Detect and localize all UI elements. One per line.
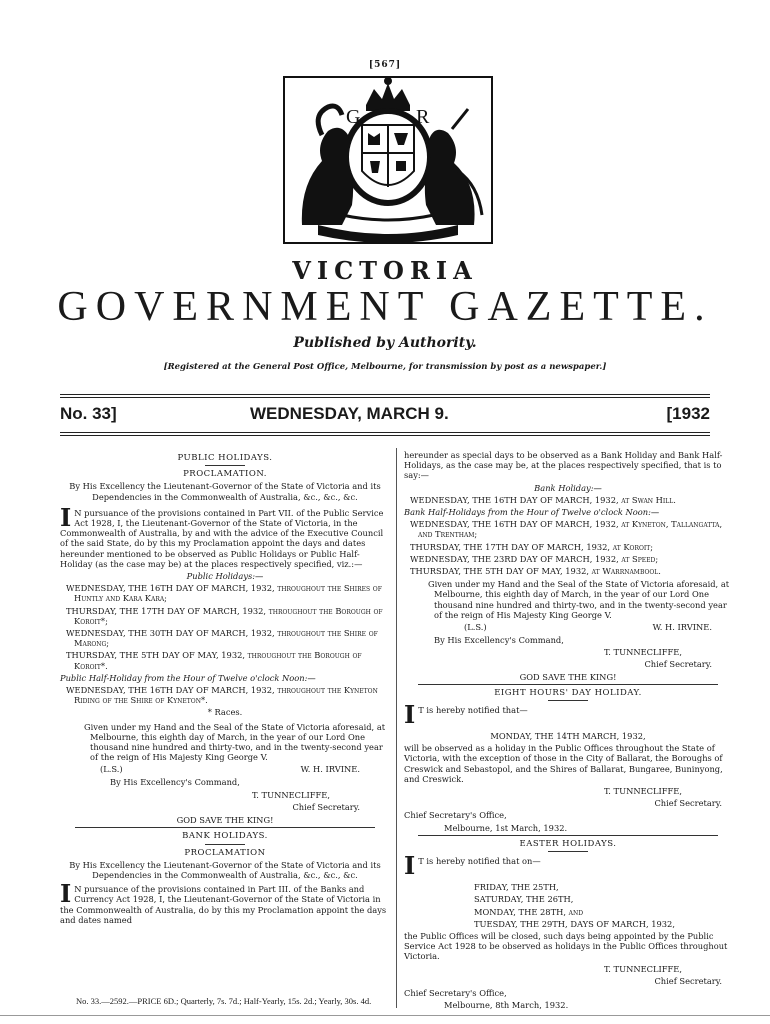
short-rule xyxy=(205,844,245,845)
list-item: THURSDAY, THE 5TH DAY OF MAY, 1932, throughout the Borough of Koroit*. xyxy=(66,650,362,671)
seal-mark: (L.S.) xyxy=(100,764,123,775)
holiday-date: MONDAY, THE 14TH MARCH, 1932, xyxy=(490,731,646,742)
section-heading: PUBLIC HOLIDAYS. xyxy=(177,453,273,463)
list-item: WEDNESDAY, THE 16TH DAY OF MARCH, 1932, at Kyneton, Tallangatta, and Trentham; xyxy=(410,519,723,540)
signer: W. H. IRVINE. xyxy=(652,622,712,633)
list-item: WEDNESDAY, THE 16TH DAY OF MARCH, 1932, throughout the Kyneton Riding of the Shire of Kyneton*. xyxy=(66,685,378,706)
notice-body: will be observed as a holiday in the Public Offices throughout the State of Victoria, with the exception of those in the City of Ballarat, the Boroughs of Creswick and Sebastopol, and the Shires of Ballarat, Bungaree, Buninyong, and Creswick. xyxy=(404,743,723,784)
short-rule xyxy=(548,700,588,701)
by-line: By His Excellency the Lieutenant-Governor of the State of Victoria and its Dependencies in the Commonwealth of Australia, &c., &c., &c. xyxy=(69,859,381,880)
issue-year: [1932 xyxy=(666,404,710,423)
given-paragraph: Given under my Hand and the Seal of the State of Victoria aforesaid, at Melbourne, this eighth day of March, in the year of our Lord One thousand nine hundred and thirty-two, and in the twenty-second year of the reign of His Majesty King George V. xyxy=(428,579,730,620)
section-heading: EASTER HOLIDAYS. xyxy=(519,838,617,849)
drop-cap: I xyxy=(404,851,416,881)
secretary-name: T. TUNNECLIFFE, xyxy=(603,963,682,974)
command-line: By His Excellency's Command, xyxy=(434,635,564,646)
issue-line xyxy=(60,404,710,428)
list-item: WEDNESDAY, THE 23RD DAY OF MARCH, 1932, at Speed; xyxy=(410,553,659,564)
gazette-title: GOVERNMENT GAZETTE. xyxy=(57,284,713,330)
subhead-bank-half-holidays: Bank Half-Holidays from the Hour of Twelve o'clock Noon:— xyxy=(404,507,660,518)
crest-monogram-r: R xyxy=(416,106,430,128)
office-date: Melbourne, 8th March, 1932. xyxy=(444,1000,569,1011)
header-rule-bottom xyxy=(60,432,710,433)
drop-cap: I xyxy=(404,700,416,730)
page-number: [567] xyxy=(368,60,402,70)
signer: W. H. IRVINE. xyxy=(300,764,360,775)
secretary-title: Chief Secretary. xyxy=(654,798,722,809)
god-save-the-king: GOD SAVE THE KING! xyxy=(519,671,617,682)
proclamation-text: N pursuance of the provisions contained in Part VII. of the Public Service Act 1928, I, the Lieutenant-Governor of the State of Victoria, in the Commonwealth of Australia, by and with the advice of the Executive Council of the said State, do by this my Proclamation appoint the days and dates hereunder mentioned to be observed as Public Holidays or Public Half-Holiday (as the case may be) at the places respectively specified, viz.:— xyxy=(60,507,384,569)
list-item: WEDNESDAY, THE 30TH DAY OF MARCH, 1932, throughout the Shire of Marong; xyxy=(66,628,378,649)
continuation-text: hereunder as special days to be observed as a Bank Holiday and Bank Half-Holidays, as the case may be, at the places respectively specified, that is to say:— xyxy=(404,450,723,481)
secretary-name: T. TUNNECLIFFE, xyxy=(251,789,330,800)
list-item: WEDNESDAY, THE 16TH DAY OF MARCH, 1932, throughout the Shires of Huntly and Kara Kara; xyxy=(66,583,382,604)
section-rule xyxy=(418,684,718,685)
list-item: THURSDAY, THE 17TH DAY OF MARCH, 1932, throughout the Borough of Koroit*; xyxy=(66,605,383,626)
list-item: WEDNESDAY, THE 16TH DAY OF MARCH, 1932, at Swan Hill. xyxy=(410,494,676,505)
secretary-title: Chief Secretary. xyxy=(644,659,712,670)
section-subheading: PROCLAMATION xyxy=(184,847,266,858)
office-line: Chief Secretary's Office, xyxy=(404,987,507,998)
drop-cap: I xyxy=(60,879,72,909)
state-name: VICTORIA xyxy=(292,256,478,285)
registered-line: [Registered at the General Post Office, Melbourne, for transmission by post as a newspaper.] xyxy=(163,362,607,372)
section-rule xyxy=(75,827,375,828)
secretary-name: T. TUNNECLIFFE, xyxy=(603,786,682,797)
notice-paragraph xyxy=(404,851,732,881)
issue-number: No. 33] xyxy=(60,404,117,423)
notice-text: T is hereby notified that on— xyxy=(418,856,541,867)
column-divider xyxy=(396,448,397,1008)
header-rule-bottom-2 xyxy=(60,435,710,436)
crest-monogram-g: G xyxy=(346,106,361,128)
authority-line: Published by Authority. xyxy=(293,335,477,351)
section-heading: BANK HOLIDAYS. xyxy=(182,831,268,842)
subhead-half-holiday: Public Half-Holiday from the Hour of Twelve o'clock Noon:— xyxy=(60,672,316,683)
section-heading: EIGHT HOURS' DAY HOLIDAY. xyxy=(494,687,642,698)
given-paragraph: Given under my Hand and the Seal of the State of Victoria aforesaid, at Melbourne, this eighth day of March, in the year of our Lord One thousand nine hundred and thirty-two, and in the twenty-second year of the reign of His Majesty King George V. xyxy=(84,721,386,763)
notice-paragraph xyxy=(404,700,732,730)
price-footer: No. 33.—2592.—PRICE 6D.; Quarterly, 7s. 7d.; Half-Yearly, 15s. 2d.; Yearly, 30s. 4d. xyxy=(76,996,372,1006)
holiday-date: SATURDAY, THE 26TH, xyxy=(474,894,574,905)
seal-mark: (L.S.) xyxy=(464,622,487,633)
proclamation-paragraph xyxy=(60,502,390,569)
subhead-bank-holiday: Bank Holiday:— xyxy=(534,482,602,493)
holiday-date: TUESDAY, THE 29TH, DAYS OF MARCH, 1932, xyxy=(474,918,675,929)
left-column xyxy=(60,450,390,927)
drop-cap: I xyxy=(60,502,72,532)
office-date: Melbourne, 1st March, 1932. xyxy=(444,822,568,833)
proclamation-text: N pursuance of the provisions contained in Part III. of the Banks and Currency Act 1928, I, the Lieutenant-Governor of the State of Victoria in the Commonwealth of Australia, do by this my Proclamation appoint the days and dates named xyxy=(60,884,387,925)
command-line: By His Excellency's Command, xyxy=(110,777,240,788)
royal-coat-of-arms-icon xyxy=(282,75,494,245)
list-item: THURSDAY, THE 5TH DAY OF MAY, 1932, at Warrnambool. xyxy=(410,566,661,577)
office-line: Chief Secretary's Office, xyxy=(404,810,507,821)
notice-body: the Public Offices will be closed, such days being appointed by the Public Service Act 1928 to be observed as holidays in the Public Offices throughout Victoria. xyxy=(404,930,728,962)
section-rule xyxy=(418,835,718,836)
races-note: * Races. xyxy=(207,707,243,718)
proclamation-paragraph xyxy=(60,879,390,925)
holiday-date: FRIDAY, THE 25TH, xyxy=(474,882,559,893)
issue-date: WEDNESDAY, MARCH 9. xyxy=(250,404,449,423)
short-rule xyxy=(548,851,588,852)
by-line: By His Excellency the Lieutenant-Governor of the State of Victoria and its Dependencies in the Commonwealth of Australia, &c., &c., &c. xyxy=(69,481,381,502)
short-rule xyxy=(205,465,245,466)
right-column xyxy=(404,450,732,1012)
secretary-name: T. TUNNECLIFFE, xyxy=(603,647,682,658)
holiday-date: MONDAY, THE 28TH, and xyxy=(474,906,584,917)
section-subheading: PROCLAMATION. xyxy=(183,469,267,480)
secretary-title: Chief Secretary. xyxy=(292,801,360,812)
header-rule-top xyxy=(60,394,710,395)
secretary-title: Chief Secretary. xyxy=(654,975,722,986)
god-save-the-king: GOD SAVE THE KING! xyxy=(176,815,274,826)
signature-line xyxy=(404,622,732,633)
list-item: THURSDAY, THE 17TH DAY OF MARCH, 1932, at Koroit; xyxy=(410,541,654,552)
subhead-public-holidays: Public Holidays:— xyxy=(186,571,264,582)
signature-line xyxy=(60,764,390,775)
bottom-rule xyxy=(0,1015,770,1016)
notice-text: T is hereby notified that— xyxy=(418,705,528,716)
header-rule-top-2 xyxy=(60,397,710,398)
